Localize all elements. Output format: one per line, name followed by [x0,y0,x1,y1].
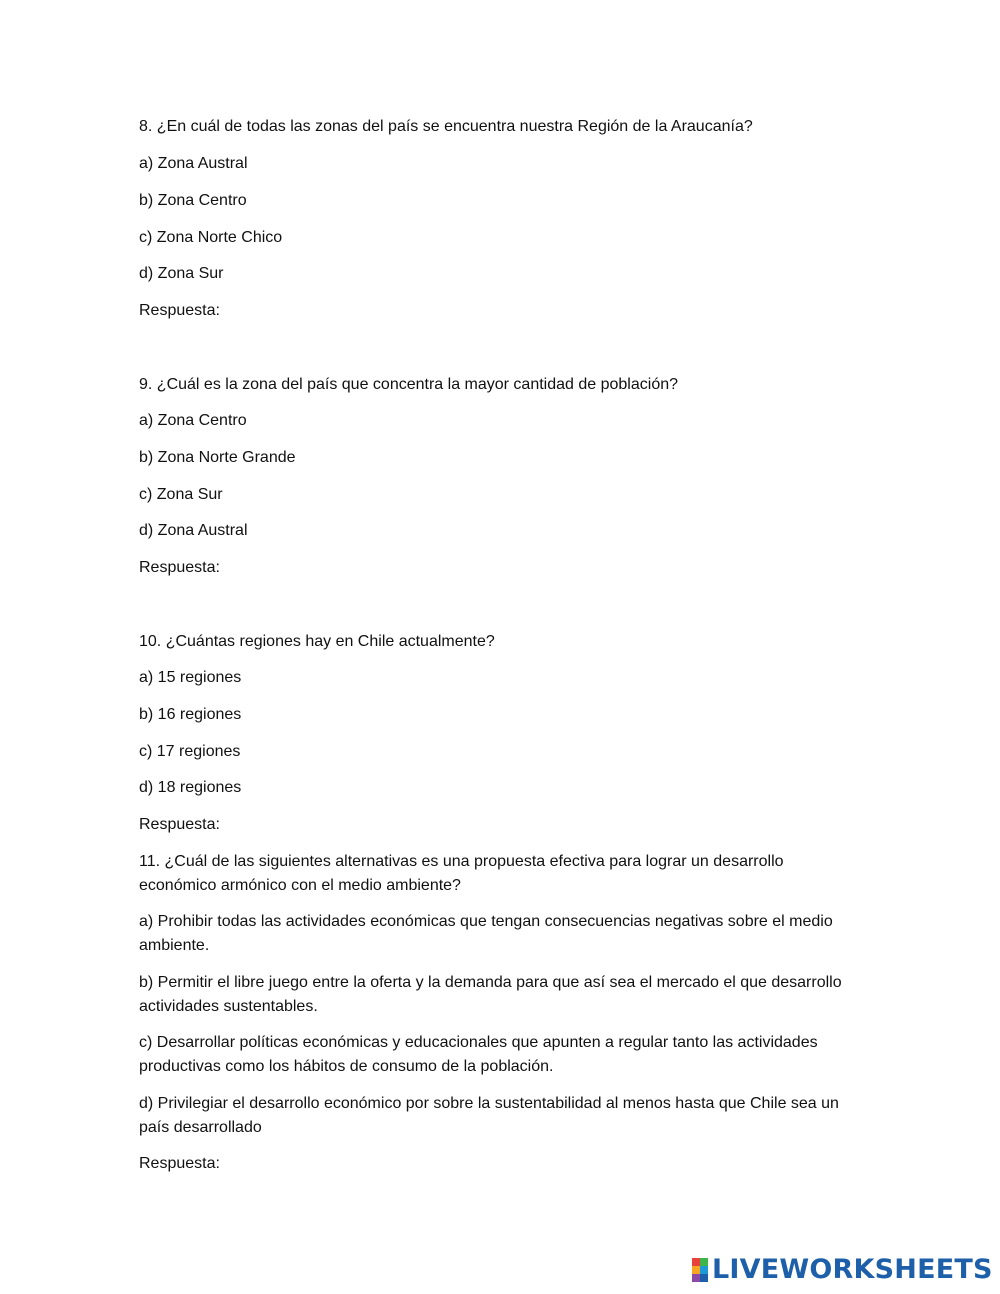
question-9-option-a: a) Zona Centro [139,412,247,429]
question-10-option-c: c) 17 regiones [139,743,241,760]
question-8-text: 8. ¿En cuál de todas las zonas del país se encuentra nuestra Región de la Araucanía? [139,118,753,135]
question-8-option-b: b) Zona Centro [139,192,247,209]
question-10-text: 10. ¿Cuántas regiones hay en Chile actualmente? [139,633,495,650]
question-8-option-d: d) Zona Sur [139,265,224,282]
question-9-option-c: c) Zona Sur [139,486,223,503]
question-9-text: 9. ¿Cuál es la zona del país que concentra la mayor cantidad de población? [139,376,679,393]
question-9-option-d: d) Zona Austral [139,522,248,539]
question-10-option-b: b) 16 regiones [139,706,242,723]
question-8-answer-label: Respuesta: [139,302,220,319]
question-8-answer-input[interactable] [222,299,530,323]
question-11-answer-input[interactable] [222,1152,530,1176]
question-11-option-d: d) Privilegiar el desarrollo económico por sobre la sustentabilidad al menos hasta que Chile sea un país desarrollado [139,1095,839,1136]
question-9-answer-input[interactable] [222,556,530,580]
question-10-option-a: a) 15 regiones [139,669,242,686]
question-11-option-b: b) Permitir el libre juego entre la oferta y la demanda para que así sea el mercado el que desarrollo actividades sustentables. [139,974,842,1015]
liveworksheets-logo [692,1255,993,1285]
liveworksheets-logo-text: LIVEWORKSHEETS [712,1254,993,1285]
question-11-option-a: a) Prohibir todas las actividades económicas que tengan consecuencias negativas sobre el medio ambiente. [139,913,833,954]
question-8-option-c: c) Zona Norte Chico [139,229,283,246]
question-11-answer-label: Respuesta: [139,1155,220,1172]
question-11-text: 11. ¿Cuál de las siguientes alternativas es una propuesta efectiva para lograr un desarrollo económico armónico con el medio ambiente? [139,853,784,894]
question-10-answer-input[interactable] [222,813,530,837]
question-11-option-c: c) Desarrollar políticas económicas y educacionales que apunten a regular tanto las actividades productivas como los hábitos de consumo de la población. [139,1034,818,1075]
question-9-answer-label: Respuesta: [139,559,220,576]
question-10-option-d: d) 18 regiones [139,779,242,796]
question-10-answer-label: Respuesta: [139,816,220,833]
question-9-option-b: b) Zona Norte Grande [139,449,296,466]
liveworksheets-logo-mark [692,1258,708,1282]
question-8-option-a: a) Zona Austral [139,155,248,172]
